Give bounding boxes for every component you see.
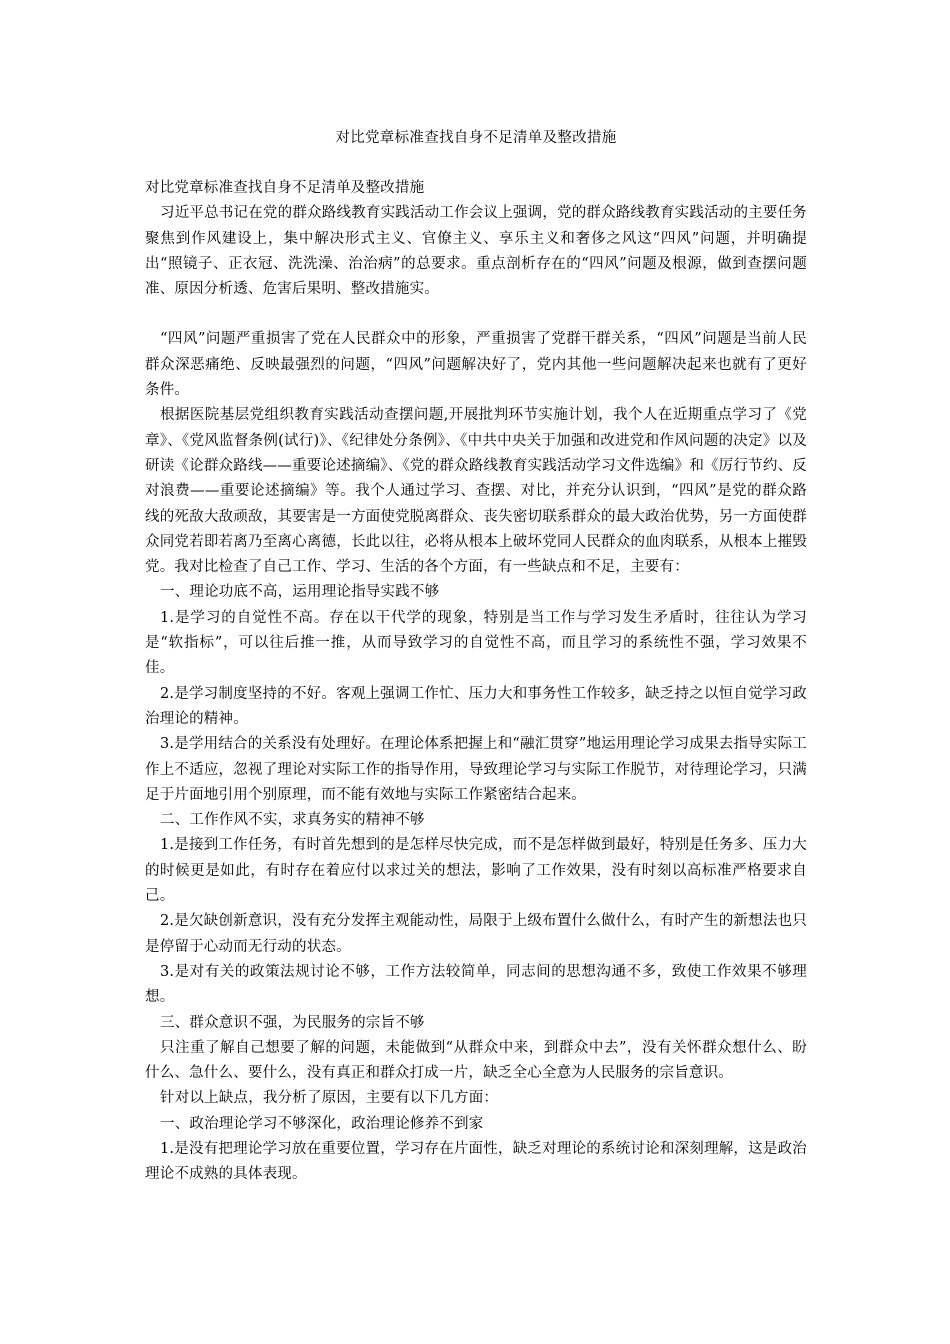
paragraph: 根据医院基层党组织教育实践活动查摆问题,开展批判环节实施计划，我个人在近期重点学习了《党章》、《党风监督条例(试行)》、《纪律处分条例》、《中共中央关于加强和改进党和作风问题的决定》以及研读《论群众路线——重要论述摘编》、《党的群众路线教育实践活动学习文件选编》和《厉行节约、反对浪费——重要论述摘编》等。我个人通过学习、查摆、对比，并充分认识到，“四风”是党的群众路线的死敌大敌顽敌，其要害是一方面使党脱离群众、丧失密切联系群众的最大政治优势，另一方面使群众同党若即若离乃至离心离德，长此以往，必将从根本上破坏党同人民群众的血肉联系，从根本上摧毁党。我对比检查了自己工作、学习、生活的各个方面，有一些缺点和不足，主要有： (145, 407, 807, 576)
paragraph: 3.是对有关的政策法规讨论不够，工作方法较简单，同志间的思想沟通不多，致使工作效果不够理想。 (145, 963, 807, 1006)
paragraph: 一、理论功底不高，运用理论指导实践不够 (160, 584, 440, 601)
paragraph: “四风”问题严重损害了党在人民群众中的形象，严重损害了党群干群关系，“四风”问题是当前人民群众深恶痛绝、反映最强烈的问题，“四风”问题解决好了，党内其他一些问题解决起来也就有了更好条件。 (145, 331, 807, 399)
paragraph: 1.是没有把理论学习放在重要位置，学习存在片面性，缺乏对理论的系统讨论和深刻理解，这是政治理论不成熟的具体表现。 (145, 1140, 807, 1183)
paragraph: 习近平总书记在党的群众路线教育实践活动工作会议上强调，党的群众路线教育实践活动的主要任务聚焦到作风建设上，集中解决形式主义、官僚主义、享乐主义和奢侈之风这“四风”问题，并明确提出“照镜子、正衣冠、洗洗澡、治治病”的总要求。重点剖析存在的“四风”问题及根源，做到查摆问题准、原因分析透、危害后果明、整改措施实。 (145, 205, 807, 298)
paragraph: 一、政治理论学习不够深化，政治理论修养不到家 (160, 1115, 484, 1132)
paragraph: 对比党章标准查找自身不足清单及整改措施 (145, 180, 425, 196)
paragraph: 二、工作作风不实，求真务实的精神不够 (160, 812, 425, 829)
paragraph: 只注重了解自己想要了解的问题，未能做到“从群众中来，到群众中去”，没有关怀群众想什么、盼什么、急什么、要什么，没有真正和群众打成一片，缺乏全心全意为人民服务的宗旨意识。 (145, 1039, 807, 1082)
paragraph: 2.是欠缺创新意识，没有充分发挥主观能动性，局限于上级布置什么做什么，有时产生的新想法也只是停留于心动而无行动的状态。 (145, 913, 807, 955)
document-title: 对比党章标准查找自身不足清单及整改措施 (335, 130, 617, 146)
paragraph: 1.是学习的自觉性不高。存在以干代学的现象，特别是当工作与学习发生矛盾时，往往认为学习是“软指标”，可以往后推一推，从而导致学习的自觉性不高，而且学习的系统性不强，学习效果不佳。 (145, 609, 807, 677)
paragraph: 针对以上缺点，我分析了原因，主要有以下几方面： (160, 1090, 499, 1107)
paragraph: 三、群众意识不强，为民服务的宗旨不够 (160, 1014, 425, 1031)
document-body (145, 176, 807, 1188)
paragraph: 3.是学用结合的关系没有处理好。在理论体系把握上和“融汇贯穿”地运用理论学习成果去指导实际工作上不适应，忽视了理论对实际工作的指导作用，导致理论学习与实际工作脱节，对待理论学习，只满足于片面地引用个别原理，而不能有效地与实际工作紧密结合起来。 (145, 736, 807, 803)
paragraph: 1.是接到工作任务，有时首先想到的是怎样尽快完成，而不是怎样做到最好，特别是任务多、压力大的时候更是如此，有时存在着应付以求过关的想法，影响了工作效果，没有时刻以高标准严格要求自己。 (145, 837, 807, 905)
paragraph: 2.是学习制度坚持的不好。客观上强调工作忙、压力大和事务性工作较多，缺乏持之以恒自觉学习政治理论的精神。 (145, 685, 807, 727)
